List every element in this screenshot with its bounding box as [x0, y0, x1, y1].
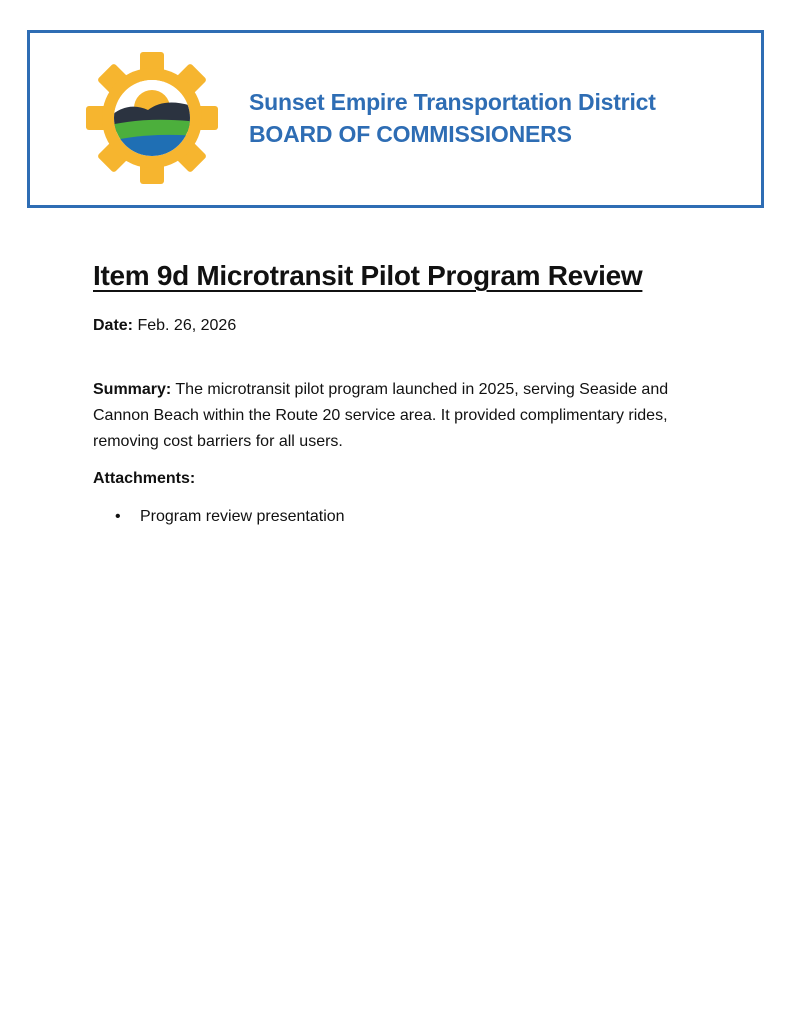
organization-name: Sunset Empire Transportation District — [249, 89, 656, 115]
summary-label: Summary: — [93, 381, 172, 398]
summary-paragraph — [93, 377, 703, 455]
page-title: Item 9d Microtransit Pilot Program Review — [93, 260, 643, 291]
list-item — [93, 508, 345, 526]
summary-text: The microtransit pilot program launched in 2025, serving Seaside and Cannon Beach within the Route 20 service area. It provided complimentary rides, removing cost barriers for all users. — [93, 381, 669, 450]
attachments-label: Attachments: — [93, 470, 196, 487]
date-value: Feb. 26, 2026 — [137, 317, 237, 334]
board-heading: BOARD OF COMMISSIONERS — [249, 121, 572, 147]
header-banner — [27, 30, 764, 208]
attachment-label: Program review presentation — [140, 508, 345, 525]
bullet-icon: • — [115, 508, 121, 525]
gear-sunset-logo-icon — [86, 52, 218, 184]
attachments-list — [93, 508, 345, 526]
date-label: Date: — [93, 317, 134, 334]
date-line — [93, 317, 236, 335]
